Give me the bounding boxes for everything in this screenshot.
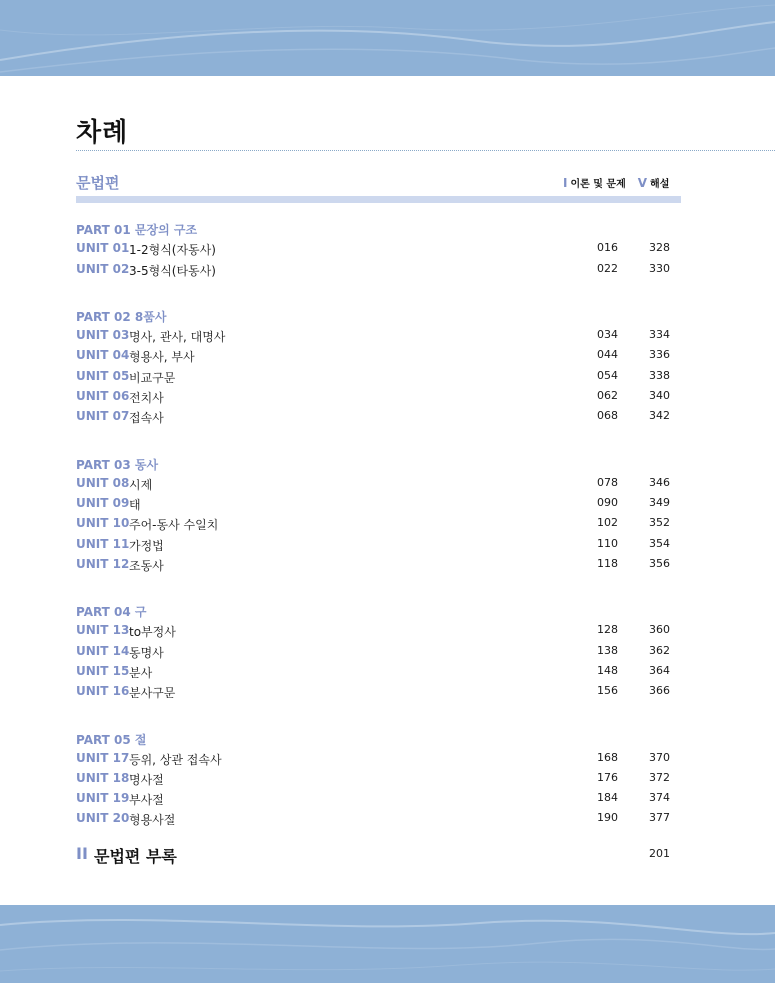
unit-title: 분사: [129, 666, 153, 680]
unit-title: 1-2형식(자동사): [129, 243, 216, 257]
toc-row[interactable]: [76, 496, 670, 516]
unit-label: UNIT 03: [76, 328, 130, 342]
unit-label: UNIT 07: [76, 409, 130, 423]
answer-page: 342: [649, 409, 670, 422]
unit-title: to부정사: [129, 625, 176, 639]
toc-row[interactable]: [76, 623, 670, 643]
unit-title: 태: [129, 498, 141, 512]
unit-label: UNIT 09: [76, 496, 130, 510]
part-heading: PART 04 구: [76, 605, 147, 619]
toc-row[interactable]: [76, 684, 670, 704]
theory-page: 184: [597, 791, 618, 804]
toc-row[interactable]: [76, 791, 670, 811]
theory-page: 118: [597, 557, 618, 570]
top-decorative-band: [0, 0, 775, 76]
answer-page: 330: [649, 262, 670, 275]
theory-page: 168: [597, 751, 618, 764]
unit-label: UNIT 11: [76, 537, 130, 551]
appendix-page: 201: [649, 847, 670, 860]
toc-row[interactable]: [76, 751, 670, 771]
answer-page: 366: [649, 684, 670, 697]
theory-page: 156: [597, 684, 618, 697]
col-roman-1: I: [563, 176, 568, 190]
section-bar: [76, 196, 681, 203]
unit-title: 명사, 관사, 대명사: [129, 330, 226, 344]
unit-label: UNIT 04: [76, 348, 130, 362]
unit-label: UNIT 06: [76, 389, 130, 403]
answer-page: 374: [649, 791, 670, 804]
unit-label: UNIT 12: [76, 557, 130, 571]
unit-title: 등위, 상관 접속사: [129, 753, 222, 767]
answer-page: 370: [649, 751, 670, 764]
theory-page: 068: [597, 409, 618, 422]
toc-row[interactable]: [76, 537, 670, 557]
answer-page: 338: [649, 369, 670, 382]
toc-row[interactable]: [76, 409, 670, 429]
answer-page: 356: [649, 557, 670, 570]
answer-page: 346: [649, 476, 670, 489]
toc-row[interactable]: [76, 369, 670, 389]
answer-page: 349: [649, 496, 670, 509]
part-heading: PART 02 8품사: [76, 310, 167, 324]
answer-page: 352: [649, 516, 670, 529]
theory-page: 110: [597, 537, 618, 550]
unit-label: UNIT 17: [76, 751, 130, 765]
unit-label: UNIT 05: [76, 369, 130, 383]
title-divider: [76, 150, 775, 151]
unit-title: 비교구문: [129, 371, 176, 385]
unit-label: UNIT 14: [76, 644, 130, 658]
theory-page: 138: [597, 644, 618, 657]
unit-title: 동명사: [129, 646, 164, 660]
unit-label: UNIT 02: [76, 262, 130, 276]
section-heading: 문법편: [76, 174, 120, 192]
answer-page: 336: [649, 348, 670, 361]
unit-title: 형용사절: [129, 813, 176, 827]
page-title: 차례: [76, 118, 129, 148]
unit-title: 3-5형식(타동사): [129, 264, 216, 278]
theory-page: 148: [597, 664, 618, 677]
unit-title: 분사구문: [129, 686, 176, 700]
unit-title: 부사절: [129, 793, 164, 807]
unit-title: 접속사: [129, 411, 164, 425]
unit-title: 명사절: [129, 773, 164, 787]
unit-label: UNIT 18: [76, 771, 130, 785]
toc-row[interactable]: [76, 516, 670, 536]
appendix-row[interactable]: [76, 844, 670, 870]
bottom-wave-decoration: [0, 905, 775, 983]
answer-page: 364: [649, 664, 670, 677]
answer-page: 377: [649, 811, 670, 824]
theory-page: 016: [597, 241, 618, 254]
unit-title: 가정법: [129, 539, 164, 553]
appendix-roman: II: [76, 844, 88, 863]
theory-page: 090: [597, 496, 618, 509]
toc-row[interactable]: [76, 771, 670, 791]
unit-title: 시제: [129, 478, 153, 492]
unit-label: UNIT 16: [76, 684, 130, 698]
theory-page: 128: [597, 623, 618, 636]
answer-page: 334: [649, 328, 670, 341]
unit-title: 주어-동사 수일치: [129, 518, 219, 532]
unit-title: 조동사: [129, 559, 164, 573]
appendix-title: 문법편 부록: [94, 847, 177, 866]
theory-page: 062: [597, 389, 618, 402]
toc-row[interactable]: [76, 811, 670, 831]
unit-label: UNIT 01: [76, 241, 130, 255]
answer-page: 372: [649, 771, 670, 784]
theory-page: 044: [597, 348, 618, 361]
theory-page: 176: [597, 771, 618, 784]
answer-page: 362: [649, 644, 670, 657]
toc-row[interactable]: [76, 644, 670, 664]
part-heading: PART 05 절: [76, 733, 147, 747]
toc-row[interactable]: [76, 664, 670, 684]
answer-page: 340: [649, 389, 670, 402]
theory-page: 102: [597, 516, 618, 529]
unit-label: UNIT 15: [76, 664, 130, 678]
theory-page: 190: [597, 811, 618, 824]
theory-page: 054: [597, 369, 618, 382]
toc-row[interactable]: [76, 328, 670, 348]
col-roman-2: V: [637, 176, 648, 190]
top-wave-decoration: [0, 0, 775, 76]
column-headers: [563, 175, 669, 190]
unit-label: UNIT 13: [76, 623, 130, 637]
theory-page: 078: [597, 476, 618, 489]
toc-row[interactable]: [76, 389, 670, 409]
unit-label: UNIT 10: [76, 516, 130, 530]
toc-row[interactable]: [76, 476, 670, 496]
unit-label: UNIT 19: [76, 791, 130, 805]
unit-label: UNIT 20: [76, 811, 130, 825]
bottom-decorative-band: [0, 905, 775, 983]
part-heading: PART 03 동사: [76, 458, 159, 472]
toc-row[interactable]: [76, 348, 670, 368]
theory-page: 034: [597, 328, 618, 341]
answer-page: 328: [649, 241, 670, 254]
part-heading: PART 01 문장의 구조: [76, 223, 198, 237]
toc-row[interactable]: [76, 241, 670, 261]
answer-page: 360: [649, 623, 670, 636]
col-label-1: 이론 및 문제: [570, 179, 626, 190]
unit-title: 전치사: [129, 391, 164, 405]
col-label-2: 해설: [650, 179, 670, 190]
theory-page: 022: [597, 262, 618, 275]
unit-label: UNIT 08: [76, 476, 130, 490]
unit-title: 형용사, 부사: [129, 350, 195, 364]
toc-row[interactable]: [76, 557, 670, 577]
answer-page: 354: [649, 537, 670, 550]
toc-row[interactable]: [76, 262, 670, 282]
